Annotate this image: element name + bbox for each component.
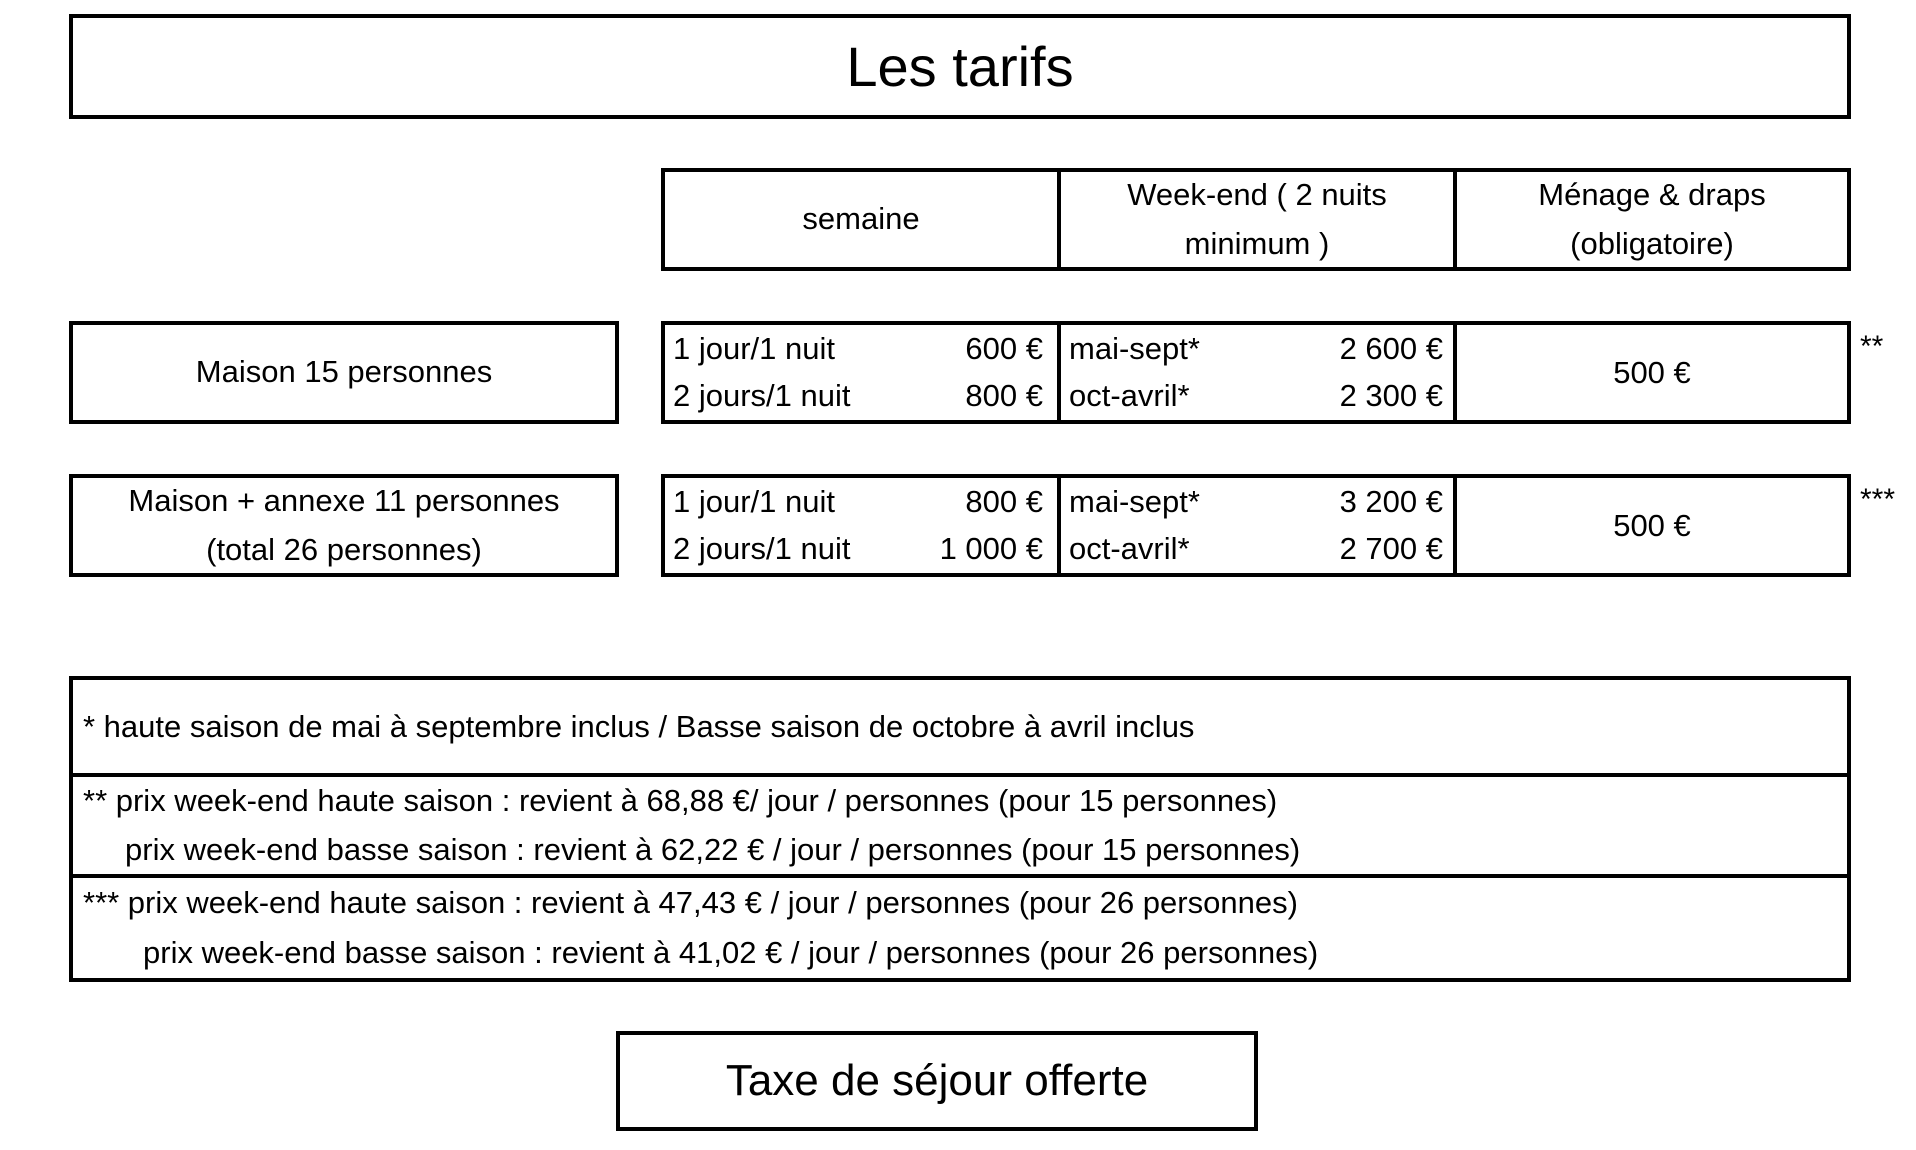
header-weekend-line1: Week-end ( 2 nuits [1127, 177, 1387, 213]
row-label-annexe-line2: (total 26 personnes) [206, 531, 482, 567]
weekend-price: 3 200 € [1339, 483, 1443, 519]
weekend-line [1069, 478, 1443, 526]
row-label-maison-line1: Maison 15 personnes [195, 354, 493, 390]
semaine-cell [665, 325, 1061, 420]
weekend-price: 2 300 € [1339, 378, 1443, 414]
semaine-line [673, 478, 1043, 526]
semaine-price: 600 € [965, 330, 1043, 366]
row-label-maison [69, 321, 619, 424]
row-label-annexe-line1: Maison + annexe 11 personnes [128, 483, 560, 519]
note-15-personnes [73, 777, 1847, 878]
weekend-label: oct-avril* [1069, 378, 1190, 414]
note-line: prix week-end basse saison : revient à 41,02 € / jour / personnes (pour 26 personnes) [143, 935, 1319, 970]
semaine-label: 1 jour/1 nuit [673, 330, 835, 366]
row-marker: *** [1860, 483, 1896, 516]
note-line: ** prix week-end haute saison : revient à 68,88 €/ jour / personnes (pour 15 personnes) [83, 783, 1278, 819]
header-menage [1453, 168, 1851, 271]
weekend-label: oct-avril* [1069, 531, 1190, 567]
note-saison: * haute saison de mai à septembre inclus / Basse saison de octobre à avril inclus [73, 680, 1847, 777]
menage-cell: 500 € [1613, 507, 1691, 543]
row-marker: ** [1860, 330, 1884, 363]
weekend-cell [1061, 325, 1457, 420]
weekend-line [1069, 526, 1443, 574]
note-26-personnes [73, 878, 1847, 978]
note-line: *** prix week-end haute saison : revient à 47,43 € / jour / personnes (pour 26 personnes) [83, 885, 1298, 920]
note-line: prix week-end basse saison : revient à 62,22 € / jour / personnes (pour 15 personnes) [125, 831, 1301, 867]
weekend-line [1069, 373, 1443, 421]
semaine-cell [665, 478, 1061, 573]
semaine-label: 2 jours/1 nuit [673, 378, 851, 414]
semaine-line [673, 526, 1043, 574]
weekend-label: mai-sept* [1069, 483, 1200, 519]
header-weekend-line2: minimum ) [1184, 225, 1330, 261]
header-menage-line2: (obligatoire) [1570, 225, 1734, 261]
weekend-cell [1061, 478, 1457, 573]
weekend-label: mai-sept* [1069, 330, 1200, 366]
semaine-price: 1 000 € [939, 531, 1043, 567]
weekend-price: 2 700 € [1339, 531, 1443, 567]
taxe-sejour: Taxe de séjour offerte [616, 1031, 1258, 1131]
header-semaine: semaine [661, 168, 1061, 271]
semaine-line [673, 325, 1043, 373]
row-label-maison-annexe [69, 474, 619, 577]
page-title: Les tarifs [69, 14, 1851, 119]
menage-cell: 500 € [1613, 354, 1691, 390]
header-weekend [1057, 168, 1457, 271]
semaine-price: 800 € [965, 483, 1043, 519]
semaine-label: 2 jours/1 nuit [673, 531, 851, 567]
notes-box [69, 676, 1851, 982]
semaine-label: 1 jour/1 nuit [673, 483, 835, 519]
tarif-row-maison-annexe [661, 474, 1851, 577]
header-menage-line1: Ménage & draps [1538, 177, 1766, 213]
semaine-line [673, 373, 1043, 421]
semaine-price: 800 € [965, 378, 1043, 414]
tarif-row-maison [661, 321, 1851, 424]
weekend-line [1069, 325, 1443, 373]
weekend-price: 2 600 € [1339, 330, 1443, 366]
